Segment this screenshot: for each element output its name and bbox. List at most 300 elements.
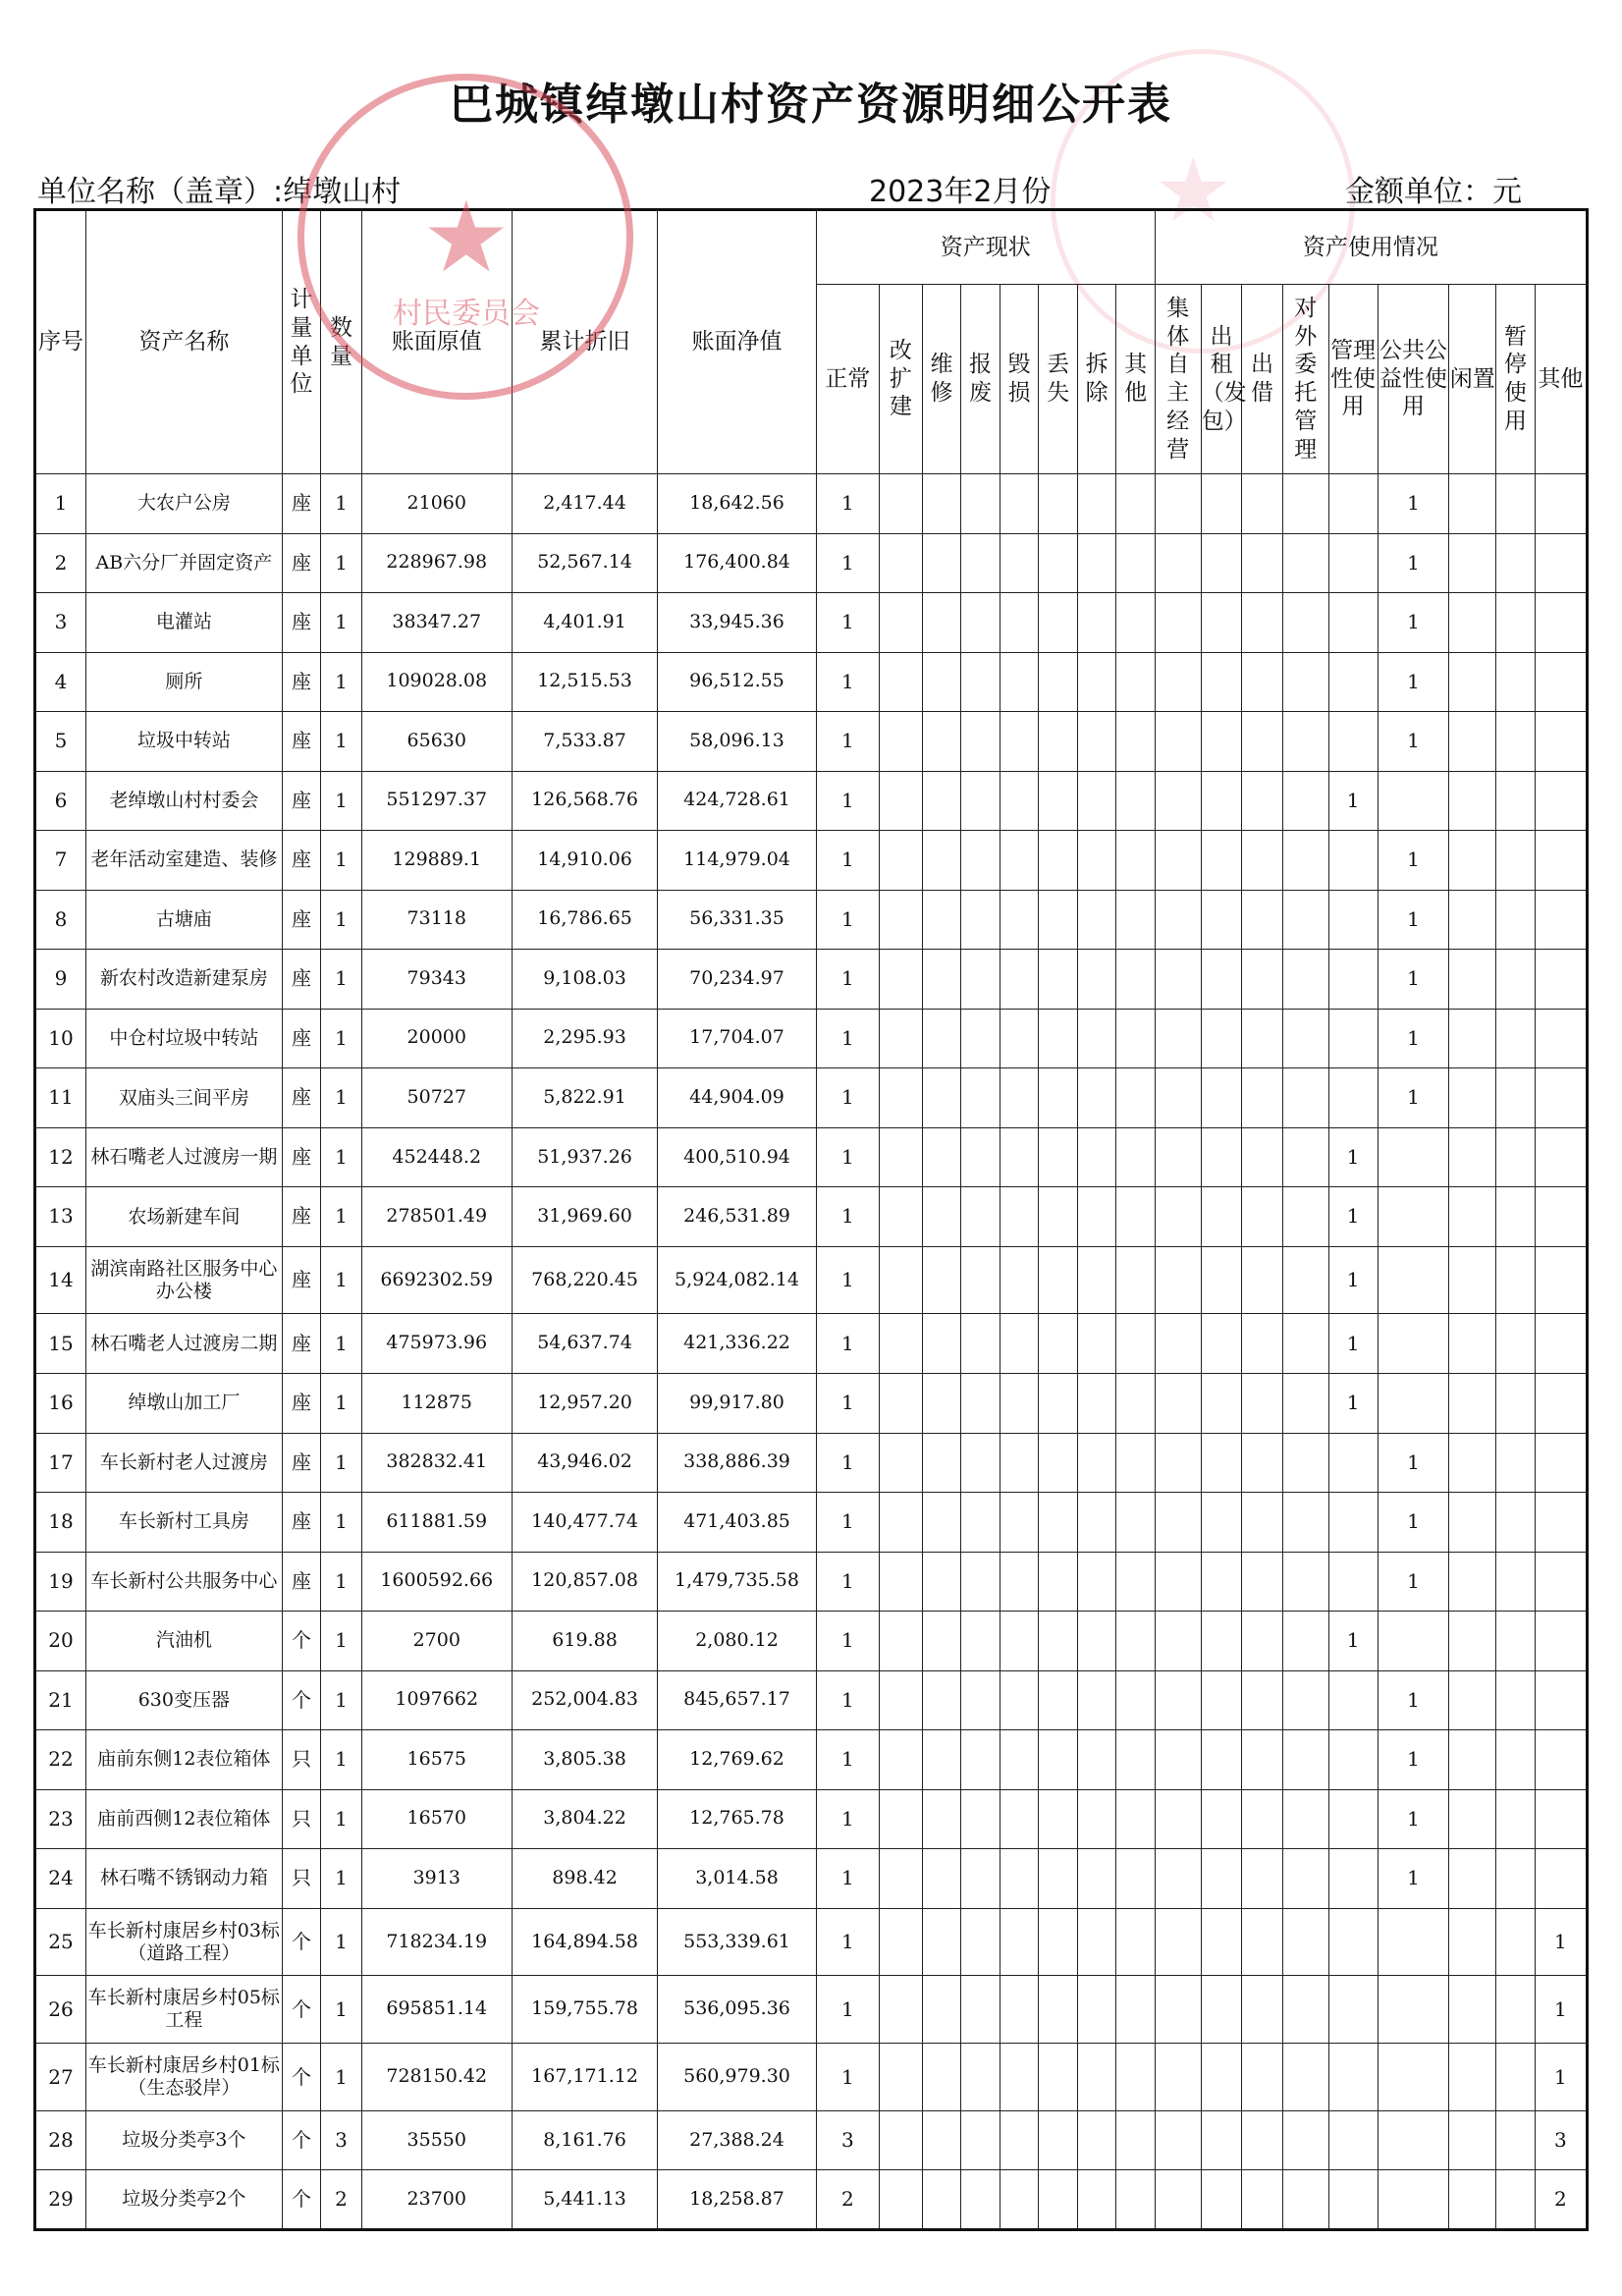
cell-status-empty — [1116, 771, 1156, 831]
cell-name: 车长新村康居乡村01标（生态驳岸） — [86, 2044, 283, 2111]
cell-usage-empty — [1201, 2110, 1242, 2170]
table-row — [35, 1127, 1588, 1187]
cell-usage-empty — [1201, 533, 1242, 593]
cell-status-empty — [1077, 2110, 1116, 2170]
cell-usage-empty — [1282, 593, 1328, 653]
cell-net: 18,258.87 — [658, 2170, 816, 2230]
cell-net: 553,339.61 — [658, 1908, 816, 1976]
cell-status-empty — [922, 1433, 961, 1493]
cell-name: 630变压器 — [86, 1670, 283, 1730]
cell-seq: 25 — [35, 1908, 86, 1976]
cell-unit: 只 — [282, 1849, 321, 1909]
cell-unit: 座 — [282, 593, 321, 653]
cell-unit: 座 — [282, 1314, 321, 1374]
cell-usage-empty — [1201, 1552, 1242, 1612]
cell-status-empty — [1116, 652, 1156, 712]
cell-status-empty — [1116, 1433, 1156, 1493]
cell-usage-empty — [1535, 771, 1587, 831]
cell-depreciation: 51,937.26 — [512, 1127, 658, 1187]
cell-status-empty — [1116, 1552, 1156, 1612]
cell-status-empty — [961, 1127, 1000, 1187]
cell-status-empty — [922, 1552, 961, 1612]
header-status-1: 改扩建 — [880, 285, 923, 474]
cell-status-empty — [1039, 1552, 1078, 1612]
cell-usage-empty — [1242, 1493, 1283, 1553]
cell-status-empty — [1116, 1009, 1156, 1068]
header-status-2: 维修 — [922, 285, 961, 474]
cell-status-normal: 1 — [816, 771, 879, 831]
header-status-7: 其他 — [1116, 285, 1156, 474]
cell-usage-mark: 1 — [1328, 1187, 1378, 1247]
cell-usage-empty — [1496, 771, 1536, 831]
cell-usage-empty — [1449, 1976, 1496, 2044]
cell-usage-empty — [1496, 2170, 1536, 2230]
cell-usage-empty — [1328, 1009, 1378, 1068]
cell-status-empty — [1000, 890, 1039, 950]
cell-usage-empty — [1155, 1187, 1201, 1247]
cell-usage-empty — [1378, 771, 1449, 831]
asset-table — [33, 208, 1589, 2231]
header-status-0: 正常 — [816, 285, 879, 474]
cell-status-empty — [1077, 533, 1116, 593]
cell-qty: 1 — [321, 771, 362, 831]
table-row — [35, 2170, 1588, 2230]
table-row — [35, 2044, 1588, 2111]
cell-status-empty — [1000, 533, 1039, 593]
cell-status-empty — [961, 1670, 1000, 1730]
cell-status-empty — [1039, 890, 1078, 950]
cell-net: 5,924,082.14 — [658, 1246, 816, 1314]
cell-seq: 22 — [35, 1730, 86, 1790]
cell-usage-empty — [1449, 950, 1496, 1010]
cell-status-empty — [1116, 1493, 1156, 1553]
cell-usage-empty — [1378, 1314, 1449, 1374]
cell-usage-empty — [1535, 1730, 1587, 1790]
cell-original: 551297.37 — [361, 771, 512, 831]
cell-usage-empty — [1449, 1908, 1496, 1976]
cell-depreciation: 126,568.76 — [512, 771, 658, 831]
cell-usage-empty — [1201, 474, 1242, 534]
cell-status-empty — [1077, 1314, 1116, 1374]
cell-name: 车长新村工具房 — [86, 1493, 283, 1553]
cell-unit: 座 — [282, 533, 321, 593]
cell-seq: 15 — [35, 1314, 86, 1374]
cell-status-empty — [880, 2110, 923, 2170]
cell-usage-empty — [1449, 1187, 1496, 1247]
cell-depreciation: 5,441.13 — [512, 2170, 658, 2230]
cell-original: 718234.19 — [361, 1908, 512, 1976]
cell-usage-empty — [1535, 593, 1587, 653]
cell-status-normal: 1 — [816, 1670, 879, 1730]
cell-status-empty — [1077, 890, 1116, 950]
cell-usage-empty — [1449, 2110, 1496, 2170]
cell-usage-empty — [1535, 1009, 1587, 1068]
cell-status-empty — [922, 1127, 961, 1187]
cell-status-empty — [1116, 1976, 1156, 2044]
cell-status-empty — [922, 1789, 961, 1849]
cell-status-normal: 1 — [816, 533, 879, 593]
cell-usage-empty — [1496, 474, 1536, 534]
cell-status-empty — [1000, 712, 1039, 772]
cell-qty: 1 — [321, 533, 362, 593]
cell-status-empty — [880, 771, 923, 831]
cell-unit: 座 — [282, 1552, 321, 1612]
cell-status-empty — [1000, 950, 1039, 1010]
cell-net: 421,336.22 — [658, 1314, 816, 1374]
cell-status-empty — [1039, 1976, 1078, 2044]
cell-status-empty — [922, 593, 961, 653]
cell-unit: 座 — [282, 1009, 321, 1068]
cell-depreciation: 31,969.60 — [512, 1187, 658, 1247]
cell-status-empty — [922, 533, 961, 593]
cell-usage-empty — [1201, 2170, 1242, 2230]
cell-status-empty — [880, 1493, 923, 1553]
cell-unit: 个 — [282, 2170, 321, 2230]
cell-qty: 1 — [321, 474, 362, 534]
table-row — [35, 1730, 1588, 1790]
cell-usage-empty — [1282, 1246, 1328, 1314]
header-group-status: 资产现状 — [816, 210, 1155, 285]
cell-status-empty — [880, 1187, 923, 1247]
cell-usage-empty — [1242, 1187, 1283, 1247]
cell-usage-empty — [1201, 950, 1242, 1010]
cell-usage-empty — [1242, 1552, 1283, 1612]
cell-usage-empty — [1242, 1068, 1283, 1128]
cell-qty: 2 — [321, 2170, 362, 2230]
cell-name: 林石嘴老人过渡房二期 — [86, 1314, 283, 1374]
cell-unit: 座 — [282, 1187, 321, 1247]
cell-status-empty — [1116, 950, 1156, 1010]
cell-status-empty — [880, 593, 923, 653]
cell-depreciation: 140,477.74 — [512, 1493, 658, 1553]
report-date: 2023年2月份 — [869, 175, 1052, 209]
cell-status-empty — [1000, 1433, 1039, 1493]
cell-seq: 2 — [35, 533, 86, 593]
cell-name: 车长新村康居乡村03标（道路工程） — [86, 1908, 283, 1976]
cell-status-empty — [961, 1976, 1000, 2044]
cell-usage-empty — [1282, 2110, 1328, 2170]
cell-depreciation: 120,857.08 — [512, 1552, 658, 1612]
cell-seq: 18 — [35, 1493, 86, 1553]
cell-depreciation: 3,804.22 — [512, 1789, 658, 1849]
cell-net: 3,014.58 — [658, 1849, 816, 1909]
cell-qty: 3 — [321, 2110, 362, 2170]
cell-status-normal: 1 — [816, 831, 879, 891]
cell-usage-empty — [1535, 1433, 1587, 1493]
cell-usage-empty — [1496, 1552, 1536, 1612]
page-title: 巴城镇绰墩山村资产资源明细公开表 — [450, 80, 1172, 130]
cell-usage-mark: 1 — [1378, 890, 1449, 950]
cell-usage-empty — [1242, 1908, 1283, 1976]
cell-usage-empty — [1449, 474, 1496, 534]
cell-status-empty — [1000, 593, 1039, 653]
cell-status-empty — [922, 950, 961, 1010]
cell-unit: 个 — [282, 1908, 321, 1976]
cell-usage-empty — [1242, 771, 1283, 831]
cell-depreciation: 54,637.74 — [512, 1314, 658, 1374]
header-usage-1: 出租（发包） — [1201, 285, 1242, 474]
cell-seq: 20 — [35, 1612, 86, 1671]
cell-status-empty — [1000, 1373, 1039, 1433]
cell-usage-empty — [1535, 1849, 1587, 1909]
cell-usage-empty — [1155, 2044, 1201, 2111]
cell-usage-empty — [1201, 652, 1242, 712]
cell-qty: 1 — [321, 831, 362, 891]
cell-status-empty — [1116, 2044, 1156, 2111]
table-row — [35, 1908, 1588, 1976]
cell-qty: 1 — [321, 712, 362, 772]
cell-qty: 1 — [321, 1493, 362, 1553]
header-usage-4: 管理性使用 — [1328, 285, 1378, 474]
cell-status-normal: 1 — [816, 1789, 879, 1849]
cell-qty: 1 — [321, 1849, 362, 1909]
cell-usage-empty — [1201, 712, 1242, 772]
cell-qty: 1 — [321, 1246, 362, 1314]
cell-usage-empty — [1282, 712, 1328, 772]
cell-depreciation: 4,401.91 — [512, 593, 658, 653]
cell-original: 1097662 — [361, 1670, 512, 1730]
cell-depreciation: 898.42 — [512, 1849, 658, 1909]
cell-usage-empty — [1282, 771, 1328, 831]
cell-status-empty — [1116, 831, 1156, 891]
cell-usage-empty — [1201, 593, 1242, 653]
table-row — [35, 1246, 1588, 1314]
cell-status-empty — [880, 950, 923, 1010]
cell-unit: 个 — [282, 1670, 321, 1730]
cell-status-empty — [961, 1246, 1000, 1314]
cell-status-normal: 1 — [816, 1433, 879, 1493]
cell-status-empty — [1000, 2170, 1039, 2230]
cell-usage-empty — [1535, 890, 1587, 950]
cell-depreciation: 164,894.58 — [512, 1908, 658, 1976]
table-row — [35, 1433, 1588, 1493]
cell-status-empty — [1000, 1789, 1039, 1849]
cell-status-empty — [880, 652, 923, 712]
cell-qty: 1 — [321, 1612, 362, 1671]
cell-qty: 1 — [321, 2044, 362, 2111]
cell-status-normal: 1 — [816, 2044, 879, 2111]
cell-name: 车长新村老人过渡房 — [86, 1433, 283, 1493]
cell-depreciation: 12,515.53 — [512, 652, 658, 712]
cell-usage-empty — [1328, 950, 1378, 1010]
cell-status-empty — [880, 2170, 923, 2230]
cell-usage-mark: 1 — [1378, 593, 1449, 653]
cell-usage-empty — [1242, 1127, 1283, 1187]
cell-status-empty — [1039, 771, 1078, 831]
cell-seq: 13 — [35, 1187, 86, 1247]
cell-usage-empty — [1201, 1373, 1242, 1433]
cell-qty: 1 — [321, 1730, 362, 1790]
cell-status-empty — [922, 2110, 961, 2170]
cell-status-empty — [1039, 1068, 1078, 1128]
cell-usage-empty — [1201, 1789, 1242, 1849]
cell-usage-empty — [1496, 1068, 1536, 1128]
cell-status-empty — [1077, 1373, 1116, 1433]
cell-original: 228967.98 — [361, 533, 512, 593]
cell-usage-mark: 1 — [1328, 1612, 1378, 1671]
cell-usage-mark: 1 — [1378, 1068, 1449, 1128]
cell-net: 12,765.78 — [658, 1789, 816, 1849]
cell-status-empty — [1039, 1789, 1078, 1849]
cell-status-empty — [1000, 1314, 1039, 1374]
cell-original: 382832.41 — [361, 1433, 512, 1493]
cell-net: 17,704.07 — [658, 1009, 816, 1068]
cell-name: 庙前东侧12表位箱体 — [86, 1730, 283, 1790]
cell-status-empty — [961, 1612, 1000, 1671]
cell-status-empty — [880, 712, 923, 772]
cell-status-empty — [1116, 2170, 1156, 2230]
cell-name: 绰墩山加工厂 — [86, 1373, 283, 1433]
table-row — [35, 712, 1588, 772]
cell-status-empty — [1039, 1187, 1078, 1247]
cell-usage-empty — [1282, 1730, 1328, 1790]
cell-net: 114,979.04 — [658, 831, 816, 891]
cell-status-empty — [961, 2044, 1000, 2111]
cell-status-empty — [1077, 1612, 1116, 1671]
cell-status-empty — [961, 712, 1000, 772]
header-depreciation: 累计折旧 — [512, 210, 658, 474]
cell-usage-empty — [1378, 2044, 1449, 2111]
cell-net: 96,512.55 — [658, 652, 816, 712]
cell-usage-empty — [1496, 1493, 1536, 1553]
cell-original: 65630 — [361, 712, 512, 772]
cell-qty: 1 — [321, 593, 362, 653]
cell-unit: 座 — [282, 1246, 321, 1314]
table-row — [35, 1493, 1588, 1553]
cell-status-empty — [1077, 1127, 1116, 1187]
cell-usage-empty — [1155, 712, 1201, 772]
cell-status-empty — [880, 1670, 923, 1730]
cell-status-empty — [1116, 533, 1156, 593]
cell-qty: 1 — [321, 1127, 362, 1187]
cell-name: 双庙头三间平房 — [86, 1068, 283, 1128]
cell-unit: 座 — [282, 890, 321, 950]
cell-status-empty — [880, 1908, 923, 1976]
header-seq: 序号 — [35, 210, 86, 474]
cell-seq: 16 — [35, 1373, 86, 1433]
cell-usage-empty — [1496, 1612, 1536, 1671]
cell-net: 18,642.56 — [658, 474, 816, 534]
cell-status-empty — [1116, 1373, 1156, 1433]
cell-original: 475973.96 — [361, 1314, 512, 1374]
cell-usage-empty — [1496, 2110, 1536, 2170]
cell-usage-empty — [1201, 890, 1242, 950]
cell-qty: 1 — [321, 1373, 362, 1433]
cell-seq: 10 — [35, 1009, 86, 1068]
cell-usage-empty — [1449, 1246, 1496, 1314]
cell-usage-empty — [1155, 1612, 1201, 1671]
cell-status-normal: 1 — [816, 1009, 879, 1068]
cell-net: 27,388.24 — [658, 2110, 816, 2170]
cell-original: 611881.59 — [361, 1493, 512, 1553]
cell-status-empty — [1000, 2110, 1039, 2170]
cell-usage-empty — [1282, 1009, 1328, 1068]
cell-usage-empty — [1328, 593, 1378, 653]
cell-usage-empty — [1496, 831, 1536, 891]
cell-usage-empty — [1201, 831, 1242, 891]
cell-name: AB六分厂并固定资产 — [86, 533, 283, 593]
cell-net: 58,096.13 — [658, 712, 816, 772]
cell-status-empty — [961, 771, 1000, 831]
header-status-5: 丢失 — [1039, 285, 1078, 474]
cell-original: 20000 — [361, 1009, 512, 1068]
cell-status-normal: 1 — [816, 1068, 879, 1128]
cell-original: 16570 — [361, 1789, 512, 1849]
cell-status-empty — [961, 533, 1000, 593]
cell-status-empty — [880, 1009, 923, 1068]
cell-usage-empty — [1449, 2044, 1496, 2111]
cell-status-empty — [922, 1373, 961, 1433]
cell-status-empty — [922, 1068, 961, 1128]
cell-usage-empty — [1155, 533, 1201, 593]
cell-original: 278501.49 — [361, 1187, 512, 1247]
cell-status-empty — [961, 1068, 1000, 1128]
cell-status-empty — [1039, 950, 1078, 1010]
cell-usage-mark: 1 — [1378, 1493, 1449, 1553]
cell-usage-empty — [1496, 533, 1536, 593]
cell-usage-mark: 1 — [1535, 2044, 1587, 2111]
cell-status-empty — [961, 1187, 1000, 1247]
cell-name: 车长新村康居乡村05标工程 — [86, 1976, 283, 2044]
cell-usage-empty — [1242, 593, 1283, 653]
table-row — [35, 474, 1588, 534]
cell-name: 古塘庙 — [86, 890, 283, 950]
cell-status-empty — [1039, 1908, 1078, 1976]
cell-usage-empty — [1535, 474, 1587, 534]
cell-seq: 27 — [35, 2044, 86, 2111]
cell-unit: 座 — [282, 652, 321, 712]
cell-status-empty — [922, 1976, 961, 2044]
cell-qty: 1 — [321, 1068, 362, 1128]
cell-status-empty — [922, 1730, 961, 1790]
cell-usage-mark: 3 — [1535, 2110, 1587, 2170]
cell-qty: 1 — [321, 1009, 362, 1068]
cell-usage-empty — [1242, 2044, 1283, 2111]
cell-net: 400,510.94 — [658, 1127, 816, 1187]
cell-usage-empty — [1155, 1009, 1201, 1068]
cell-usage-empty — [1201, 1670, 1242, 1730]
cell-usage-empty — [1242, 2170, 1283, 2230]
cell-usage-empty — [1282, 1373, 1328, 1433]
cell-usage-empty — [1282, 831, 1328, 891]
cell-status-empty — [1000, 1187, 1039, 1247]
cell-name: 垃圾中转站 — [86, 712, 283, 772]
cell-status-empty — [1077, 1068, 1116, 1128]
cell-usage-empty — [1449, 1127, 1496, 1187]
cell-usage-empty — [1155, 2170, 1201, 2230]
stamp-text: 村民委员会 — [393, 297, 540, 331]
cell-usage-empty — [1535, 712, 1587, 772]
table-row — [35, 1789, 1588, 1849]
cell-usage-empty — [1155, 1246, 1201, 1314]
cell-seq: 6 — [35, 771, 86, 831]
cell-name: 垃圾分类亭2个 — [86, 2170, 283, 2230]
cell-usage-empty — [1449, 712, 1496, 772]
cell-usage-empty — [1535, 950, 1587, 1010]
cell-unit: 座 — [282, 1433, 321, 1493]
cell-usage-empty — [1449, 1730, 1496, 1790]
cell-net: 176,400.84 — [658, 533, 816, 593]
cell-usage-empty — [1242, 533, 1283, 593]
header-unit: 计量单位 — [282, 210, 321, 474]
cell-original: 109028.08 — [361, 652, 512, 712]
cell-depreciation: 52,567.14 — [512, 533, 658, 593]
cell-usage-empty — [1242, 652, 1283, 712]
cell-status-normal: 2 — [816, 2170, 879, 2230]
cell-status-empty — [1116, 1187, 1156, 1247]
cell-usage-empty — [1155, 2110, 1201, 2170]
cell-status-empty — [1000, 1908, 1039, 1976]
